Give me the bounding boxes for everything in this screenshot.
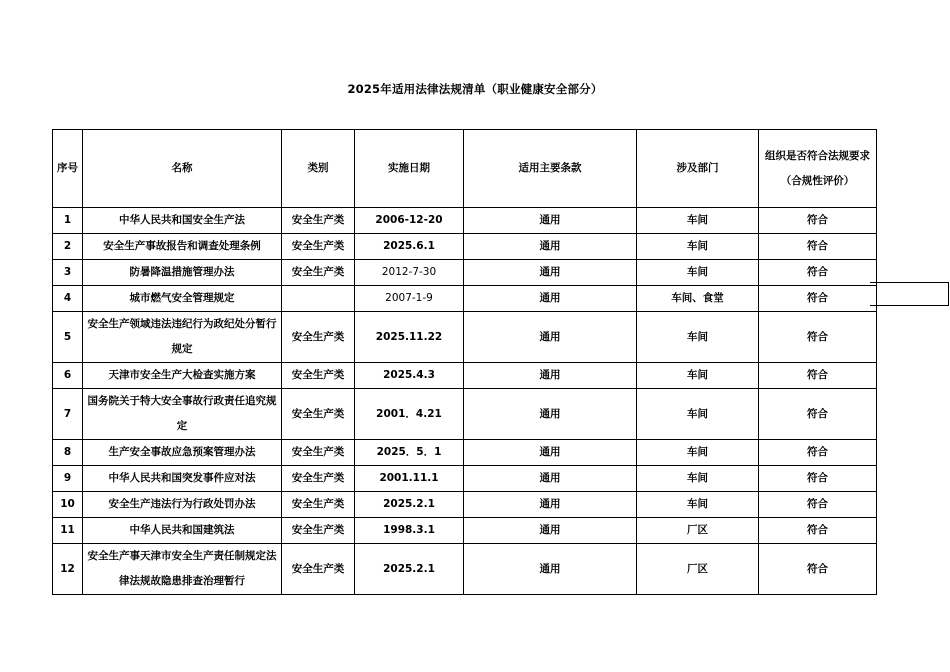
cell-compliance: 符合 bbox=[759, 260, 877, 286]
cell-clauses: 通用 bbox=[464, 312, 637, 363]
cell-clauses: 通用 bbox=[464, 260, 637, 286]
cell-category: 安全生产类 bbox=[282, 260, 355, 286]
cell-compliance: 符合 bbox=[759, 492, 877, 518]
table-row bbox=[53, 286, 877, 312]
cell-date: 2025.6.1 bbox=[355, 234, 464, 260]
cell-clauses: 通用 bbox=[464, 363, 637, 389]
cell-name: 天津市安全生产大检查实施方案 bbox=[83, 363, 282, 389]
table-row bbox=[53, 208, 877, 234]
cell-clauses: 通用 bbox=[464, 544, 637, 595]
cell-category: 安全生产类 bbox=[282, 208, 355, 234]
cell-compliance: 符合 bbox=[759, 208, 877, 234]
cell-name: 国务院关于特大安全事故行政责任追究规定 bbox=[83, 389, 282, 440]
cell-category: 安全生产类 bbox=[282, 363, 355, 389]
header-category: 类别 bbox=[282, 130, 355, 208]
cell-name: 中华人民共和国突发事件应对法 bbox=[83, 466, 282, 492]
cell-name: 生产安全事故应急预案管理办法 bbox=[83, 440, 282, 466]
cell-dept: 车间 bbox=[637, 312, 759, 363]
cell-category: 安全生产类 bbox=[282, 492, 355, 518]
cell-compliance: 符合 bbox=[759, 312, 877, 363]
cell-dept: 厂区 bbox=[637, 518, 759, 544]
cell-clauses: 通用 bbox=[464, 208, 637, 234]
cell-date: 2006-12-20 bbox=[355, 208, 464, 234]
cell-compliance: 符合 bbox=[759, 466, 877, 492]
cell-seq: 7 bbox=[53, 389, 83, 440]
cell-category: 安全生产类 bbox=[282, 389, 355, 440]
cell-seq: 9 bbox=[53, 466, 83, 492]
cell-clauses: 通用 bbox=[464, 234, 637, 260]
cell-date: 2025.2.1 bbox=[355, 492, 464, 518]
table-row bbox=[53, 312, 877, 363]
table-row bbox=[53, 492, 877, 518]
cell-compliance: 符合 bbox=[759, 234, 877, 260]
cell-seq: 1 bbox=[53, 208, 83, 234]
cell-category bbox=[282, 286, 355, 312]
cell-clauses: 通用 bbox=[464, 466, 637, 492]
cell-seq: 8 bbox=[53, 440, 83, 466]
cell-dept: 车间 bbox=[637, 466, 759, 492]
cell-compliance: 符合 bbox=[759, 518, 877, 544]
cell-dept: 车间 bbox=[637, 208, 759, 234]
cell-compliance: 符合 bbox=[759, 363, 877, 389]
cell-seq: 10 bbox=[53, 492, 83, 518]
cell-dept: 车间、食堂 bbox=[637, 286, 759, 312]
cell-name: 安全生产事故报告和调查处理条例 bbox=[83, 234, 282, 260]
cell-compliance: 符合 bbox=[759, 286, 877, 312]
table-row bbox=[53, 440, 877, 466]
table-row bbox=[53, 544, 877, 595]
cell-date: 1998.3.1 bbox=[355, 518, 464, 544]
empty-extra-cell bbox=[870, 282, 949, 306]
cell-category: 安全生产类 bbox=[282, 466, 355, 492]
table-header-row bbox=[53, 130, 877, 208]
table-row bbox=[53, 518, 877, 544]
header-clauses: 适用主要条款 bbox=[464, 130, 637, 208]
cell-name: 安全生产领域违法违纪行为政纪处分暂行规定 bbox=[83, 312, 282, 363]
cell-clauses: 通用 bbox=[464, 440, 637, 466]
cell-dept: 车间 bbox=[637, 389, 759, 440]
cell-dept: 厂区 bbox=[637, 544, 759, 595]
cell-name: 防暑降温措施管理办法 bbox=[83, 260, 282, 286]
header-dept: 涉及部门 bbox=[637, 130, 759, 208]
cell-name: 安全生产事天津市安全生产责任制规定法律法规故隐患排查治理暂行 bbox=[83, 544, 282, 595]
cell-clauses: 通用 bbox=[464, 389, 637, 440]
cell-seq: 4 bbox=[53, 286, 83, 312]
cell-compliance: 符合 bbox=[759, 544, 877, 595]
cell-seq: 6 bbox=[53, 363, 83, 389]
cell-clauses: 通用 bbox=[464, 286, 637, 312]
cell-date: 2025．5．1 bbox=[355, 440, 464, 466]
cell-category: 安全生产类 bbox=[282, 312, 355, 363]
cell-date: 2001.11.1 bbox=[355, 466, 464, 492]
cell-date: 2001．4.21 bbox=[355, 389, 464, 440]
cell-clauses: 通用 bbox=[464, 518, 637, 544]
cell-dept: 车间 bbox=[637, 260, 759, 286]
cell-compliance: 符合 bbox=[759, 389, 877, 440]
page-title: 2025年适用法律法规清单（职业健康安全部分） bbox=[347, 82, 603, 96]
header-date: 实施日期 bbox=[355, 130, 464, 208]
cell-seq: 3 bbox=[53, 260, 83, 286]
cell-seq: 5 bbox=[53, 312, 83, 363]
cell-seq: 11 bbox=[53, 518, 83, 544]
cell-dept: 车间 bbox=[637, 440, 759, 466]
table-row bbox=[53, 260, 877, 286]
table-row bbox=[53, 234, 877, 260]
cell-dept: 车间 bbox=[637, 234, 759, 260]
cell-date: 2012-7-30 bbox=[355, 260, 464, 286]
cell-category: 安全生产类 bbox=[282, 440, 355, 466]
cell-name: 安全生产违法行为行政处罚办法 bbox=[83, 492, 282, 518]
cell-category: 安全生产类 bbox=[282, 518, 355, 544]
regulations-table bbox=[52, 129, 877, 595]
cell-seq: 12 bbox=[53, 544, 83, 595]
table-row bbox=[53, 389, 877, 440]
header-name: 名称 bbox=[83, 130, 282, 208]
cell-date: 2007-1-9 bbox=[355, 286, 464, 312]
cell-category: 安全生产类 bbox=[282, 544, 355, 595]
cell-name: 中华人民共和国安全生产法 bbox=[83, 208, 282, 234]
cell-category: 安全生产类 bbox=[282, 234, 355, 260]
cell-date: 2025.4.3 bbox=[355, 363, 464, 389]
header-compliance: 组织是否符合法规要求（合规性评价） bbox=[759, 130, 877, 208]
cell-dept: 车间 bbox=[637, 363, 759, 389]
cell-dept: 车间 bbox=[637, 492, 759, 518]
cell-clauses: 通用 bbox=[464, 492, 637, 518]
cell-name: 中华人民共和国建筑法 bbox=[83, 518, 282, 544]
cell-date: 2025.11.22 bbox=[355, 312, 464, 363]
cell-seq: 2 bbox=[53, 234, 83, 260]
table-row bbox=[53, 363, 877, 389]
table-row bbox=[53, 466, 877, 492]
cell-name: 城市燃气安全管理规定 bbox=[83, 286, 282, 312]
cell-date: 2025.2.1 bbox=[355, 544, 464, 595]
header-seq: 序号 bbox=[53, 130, 83, 208]
cell-compliance: 符合 bbox=[759, 440, 877, 466]
